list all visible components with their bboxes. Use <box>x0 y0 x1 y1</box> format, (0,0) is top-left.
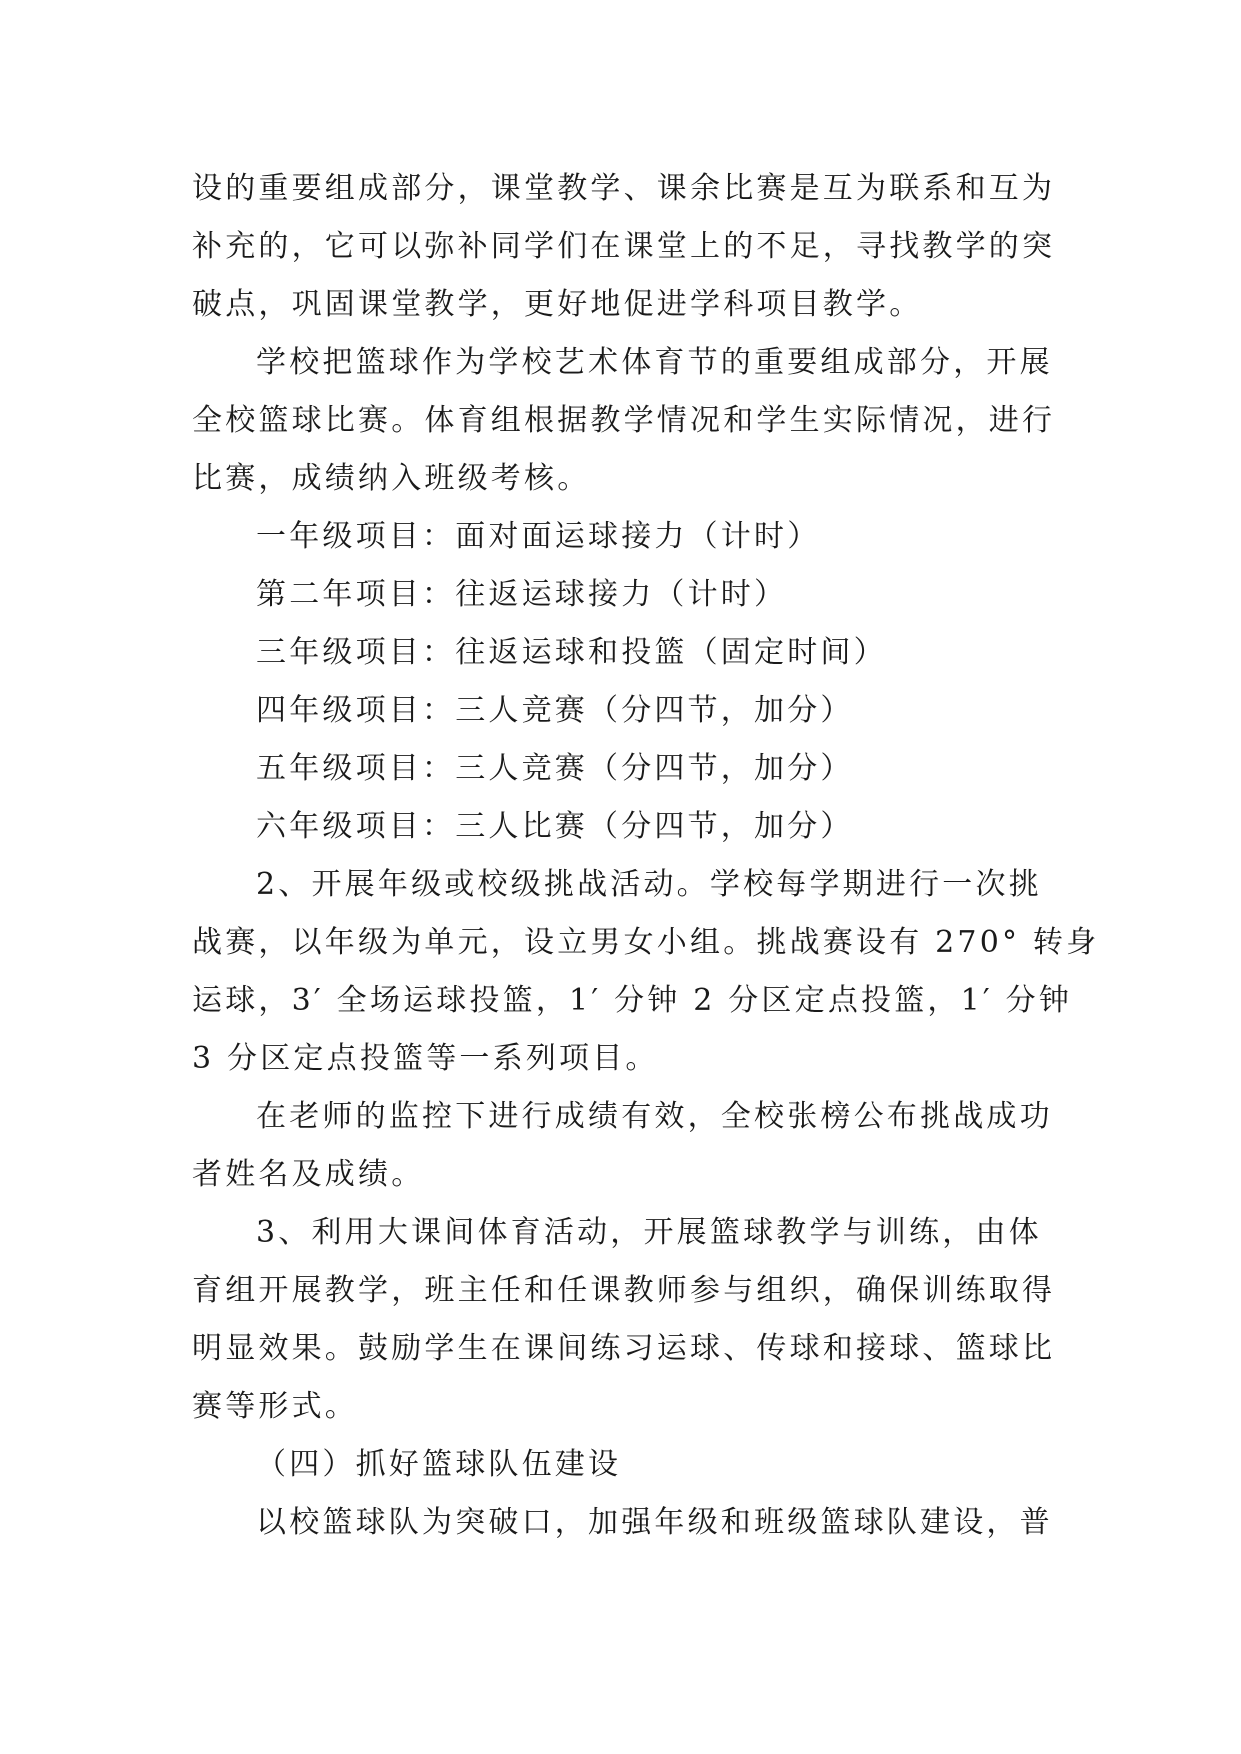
text-line: 3、利用大课间体育活动，开展篮球教学与训练，由体 <box>256 1215 1042 1250</box>
section-heading: （四）抓好篮球队伍建设 <box>256 1447 622 1482</box>
text-line: 第二年项目：往返运球接力（计时） <box>256 577 788 612</box>
text-line: 三年级项目：往返运球和投篮（固定时间） <box>256 635 887 670</box>
text-line: 破点，巩固课堂教学，更好地促进学科项目教学。 <box>192 287 923 322</box>
text-line: 六年级项目：三人比赛（分四节，加分） <box>256 809 854 844</box>
text-line: 以校篮球队为突破口，加强年级和班级篮球队建设，普 <box>256 1505 1053 1540</box>
text-line: 设的重要组成部分，课堂教学、课余比赛是互为联系和互为 <box>192 171 1056 206</box>
text-line: 运球，3′ 全场运球投篮，1′ 分钟 2 分区定点投篮，1′ 分钟 <box>192 983 1073 1018</box>
text-line: 育组开展教学，班主任和任课教师参与组织，确保训练取得 <box>192 1273 1056 1308</box>
text-line: 四年级项目：三人竞赛（分四节，加分） <box>256 693 854 728</box>
text-line: 全校篮球比赛。体育组根据教学情况和学生实际情况，进行 <box>192 403 1056 438</box>
text-line: 战赛，以年级为单元，设立男女小组。挑战赛设有 270° 转身 <box>192 925 1100 960</box>
text-line: 补充的，它可以弥补同学们在课堂上的不足，寻找教学的突 <box>192 229 1056 264</box>
text-line: 3 分区定点投篮等一系列项目。 <box>192 1041 659 1076</box>
text-line: 者姓名及成绩。 <box>192 1157 425 1192</box>
text-line: 学校把篮球作为学校艺术体育节的重要组成部分，开展 <box>256 345 1053 380</box>
text-line: 一年级项目：面对面运球接力（计时） <box>256 519 821 554</box>
text-line: 比赛，成绩纳入班级考核。 <box>192 461 591 496</box>
text-line: 明显效果。鼓励学生在课间练习运球、传球和接球、篮球比 <box>192 1331 1056 1366</box>
text-line: 2、开展年级或校级挑战活动。学校每学期进行一次挑 <box>256 867 1042 902</box>
body-text <box>192 160 1100 1552</box>
text-line: 五年级项目：三人竞赛（分四节，加分） <box>256 751 854 786</box>
text-line: 在老师的监控下进行成绩有效，全校张榜公布挑战成功 <box>256 1099 1053 1134</box>
text-line: 赛等形式。 <box>192 1389 358 1424</box>
